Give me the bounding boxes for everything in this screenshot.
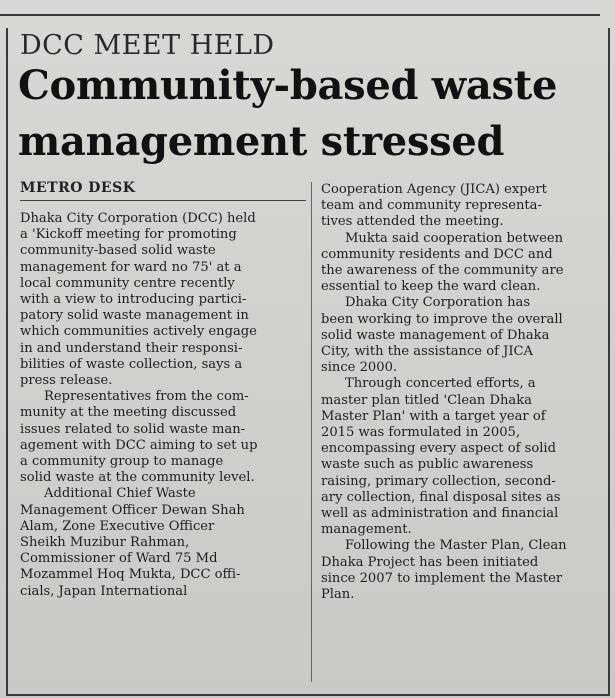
- text-line: local community centre recently: [20, 275, 235, 291]
- article-paragraph: [321, 182, 597, 231]
- text-line: Following the Master Plan, Clean: [345, 538, 567, 554]
- text-line: since 2000.: [321, 360, 398, 376]
- text-line: a 'Kickoff meeting for promoting: [20, 227, 237, 243]
- headline-line: management stressed: [18, 118, 505, 165]
- text-line: which communities actively engage: [20, 324, 257, 340]
- text-line: Mukta said cooperation between: [345, 230, 564, 246]
- text-line: 2015 was formulated in 2005,: [321, 425, 521, 441]
- article-headline: [18, 58, 608, 170]
- text-line: the awareness of the community are: [321, 263, 564, 279]
- text-line: essential to keep the ward clean.: [321, 279, 541, 295]
- text-line: management.: [321, 522, 412, 538]
- text-line: Plan.: [321, 587, 355, 603]
- text-line: since 2007 to implement the Master: [321, 570, 563, 586]
- text-line: munity at the meeting discussed: [20, 405, 237, 421]
- text-line: Master Plan' with a target year of: [321, 408, 546, 424]
- article-paragraph: [321, 538, 597, 603]
- text-line: Dhaka City Corporation has: [345, 295, 531, 311]
- headline-line: Community-based waste: [18, 62, 558, 109]
- text-line: Cooperation Agency (JICA) expert: [321, 182, 547, 197]
- article-paragraph: [321, 295, 597, 376]
- text-line: Dhaka City Corporation (DCC) held: [20, 211, 256, 226]
- right-column: [321, 182, 597, 603]
- text-line: City, with the assistance of JICA: [321, 344, 533, 360]
- column-divider: [311, 182, 312, 682]
- article-paragraph: [321, 231, 597, 296]
- text-line: raising, primary collection, second-: [321, 473, 556, 489]
- text-line: ary collection, final disposal sites as: [321, 489, 561, 505]
- article-paragraph: [20, 486, 310, 599]
- article-paragraph: [321, 376, 597, 538]
- text-line: Mozammel Hoq Mukta, DCC offi-: [20, 567, 241, 583]
- text-line: Commissioner of Ward 75 Md: [20, 551, 218, 567]
- text-line: management for ward no 75' at a: [20, 259, 242, 275]
- left-column: [20, 211, 310, 600]
- text-line: Representatives from the com-: [44, 389, 249, 405]
- text-line: issues related to solid waste man-: [20, 421, 246, 437]
- article-paragraph: [20, 211, 310, 389]
- top-rule: [0, 14, 600, 16]
- text-line: Additional Chief Waste: [44, 486, 196, 502]
- text-line: tives attended the meeting.: [321, 214, 504, 230]
- text-line: Management Officer Dewan Shah: [20, 502, 245, 518]
- text-line: waste such as public awareness: [321, 457, 534, 473]
- text-line: with a view to introducing partici-: [20, 292, 247, 308]
- text-line: cials, Japan International: [20, 583, 188, 599]
- text-line: team and community representa-: [321, 198, 542, 214]
- text-line: bilities of waste collection, says a: [20, 356, 243, 372]
- text-line: patory solid waste management in: [20, 308, 249, 324]
- article-byline: METRO DESK: [20, 180, 136, 196]
- text-line: solid waste at the community level.: [20, 470, 255, 486]
- article-kicker: DCC MEET HELD: [20, 30, 275, 61]
- text-line: agement with DCC aiming to set up: [20, 437, 258, 453]
- text-line: community-based solid waste: [20, 243, 216, 259]
- text-line: in and understand their responsi-: [20, 340, 243, 356]
- text-line: Sheikh Muzibur Rahman,: [20, 535, 190, 551]
- text-line: master plan titled 'Clean Dhaka: [321, 392, 532, 408]
- text-line: solid waste management of Dhaka: [321, 327, 550, 343]
- article-paragraph: [20, 389, 310, 486]
- text-line: been working to improve the overall: [321, 311, 563, 327]
- text-line: Dhaka Project has been initiated: [321, 554, 539, 570]
- text-line: encompassing every aspect of solid: [321, 441, 556, 457]
- text-line: a community group to manage: [20, 454, 224, 470]
- text-line: press release.: [20, 373, 113, 389]
- text-line: community residents and DCC and: [321, 246, 553, 262]
- text-line: Through concerted efforts, a: [345, 376, 536, 392]
- byline-rule: [20, 200, 306, 201]
- text-line: Alam, Zone Executive Officer: [20, 518, 215, 534]
- text-line: well as administration and financial: [321, 506, 559, 522]
